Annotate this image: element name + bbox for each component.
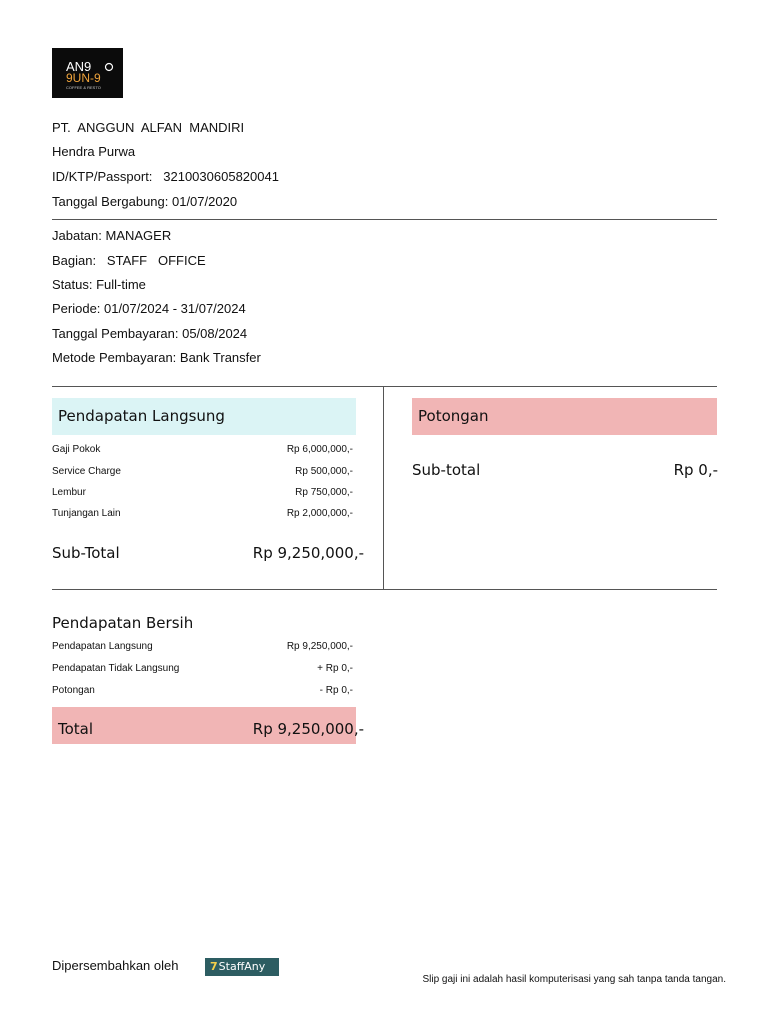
net-label: Pendapatan Langsung: [52, 641, 153, 652]
status: Status: Full-time: [52, 277, 146, 292]
potongan-subtotal-label: Sub-total: [412, 461, 481, 479]
staffany-mark: 7: [210, 960, 218, 973]
total-label: Total: [58, 720, 94, 738]
company-name: PT. ANGGUN ALFAN MANDIRI: [52, 120, 245, 135]
net-label: Pendapatan Tidak Langsung: [52, 663, 180, 674]
total-value: Rp 9,250,000,-: [252, 720, 364, 738]
divider: [52, 386, 717, 387]
net-value: + Rp 0,-: [317, 663, 353, 674]
bagian: Bagian: STAFF OFFICE: [52, 253, 206, 268]
periode: Periode: 01/07/2024 - 31/07/2024: [52, 301, 246, 316]
subtotal-label: Sub-Total: [52, 544, 120, 562]
tanggal-pembayaran: Tanggal Pembayaran: 05/08/2024: [52, 326, 248, 341]
pendapatan-bersih-title: Pendapatan Bersih: [52, 614, 194, 632]
column-divider: [383, 386, 384, 590]
net-value: Rp 9,250,000,-: [286, 641, 353, 652]
footer-note: Slip gaji ini adalah hasil komputerisasi yang sah tanpa tanda tangan.: [422, 974, 726, 985]
earning-value: Rp 500,000,-: [295, 466, 353, 477]
join-date: Tanggal Bergabung: 01/07/2020: [52, 194, 238, 209]
potongan-header: Potongan: [412, 398, 717, 435]
earning-value: Rp 6,000,000,-: [286, 444, 353, 455]
divider: [52, 589, 717, 590]
subtotal-value: Rp 9,250,000,-: [252, 544, 364, 562]
logo-tagline: COFFEE & RESTO: [66, 85, 101, 90]
earning-label: Gaji Pokok: [52, 444, 101, 455]
id-label: ID/KTP/Passport:: [52, 169, 153, 184]
company-logo: [52, 48, 123, 98]
employee-name: Hendra Purwa: [52, 144, 136, 159]
metode-pembayaran: Metode Pembayaran: Bank Transfer: [52, 350, 261, 365]
pendapatan-langsung-header: Pendapatan Langsung: [52, 398, 356, 435]
staffany-name: StaffAny: [218, 960, 266, 973]
earning-value: Rp 2,000,000,-: [286, 508, 353, 519]
divider: [52, 219, 717, 220]
earning-label: Service Charge: [52, 466, 121, 477]
potongan-subtotal-value: Rp 0,-: [673, 461, 718, 479]
staffany-logo: [205, 958, 279, 976]
net-label: Potongan: [52, 685, 95, 696]
earning-label: Lembur: [52, 487, 86, 498]
earning-label: Tunjangan Lain: [52, 508, 121, 519]
net-value: - Rp 0,-: [319, 685, 353, 696]
id-value: 3210030605820041: [163, 169, 279, 184]
logo-line-2: 9UN-9: [66, 71, 101, 85]
presented-by: Dipersembahkan oleh: [52, 958, 179, 973]
id-line: [52, 169, 279, 185]
jabatan: Jabatan: MANAGER: [52, 228, 172, 243]
earning-value: Rp 750,000,-: [295, 487, 353, 498]
logo-line-1: AN9: [66, 59, 92, 74]
